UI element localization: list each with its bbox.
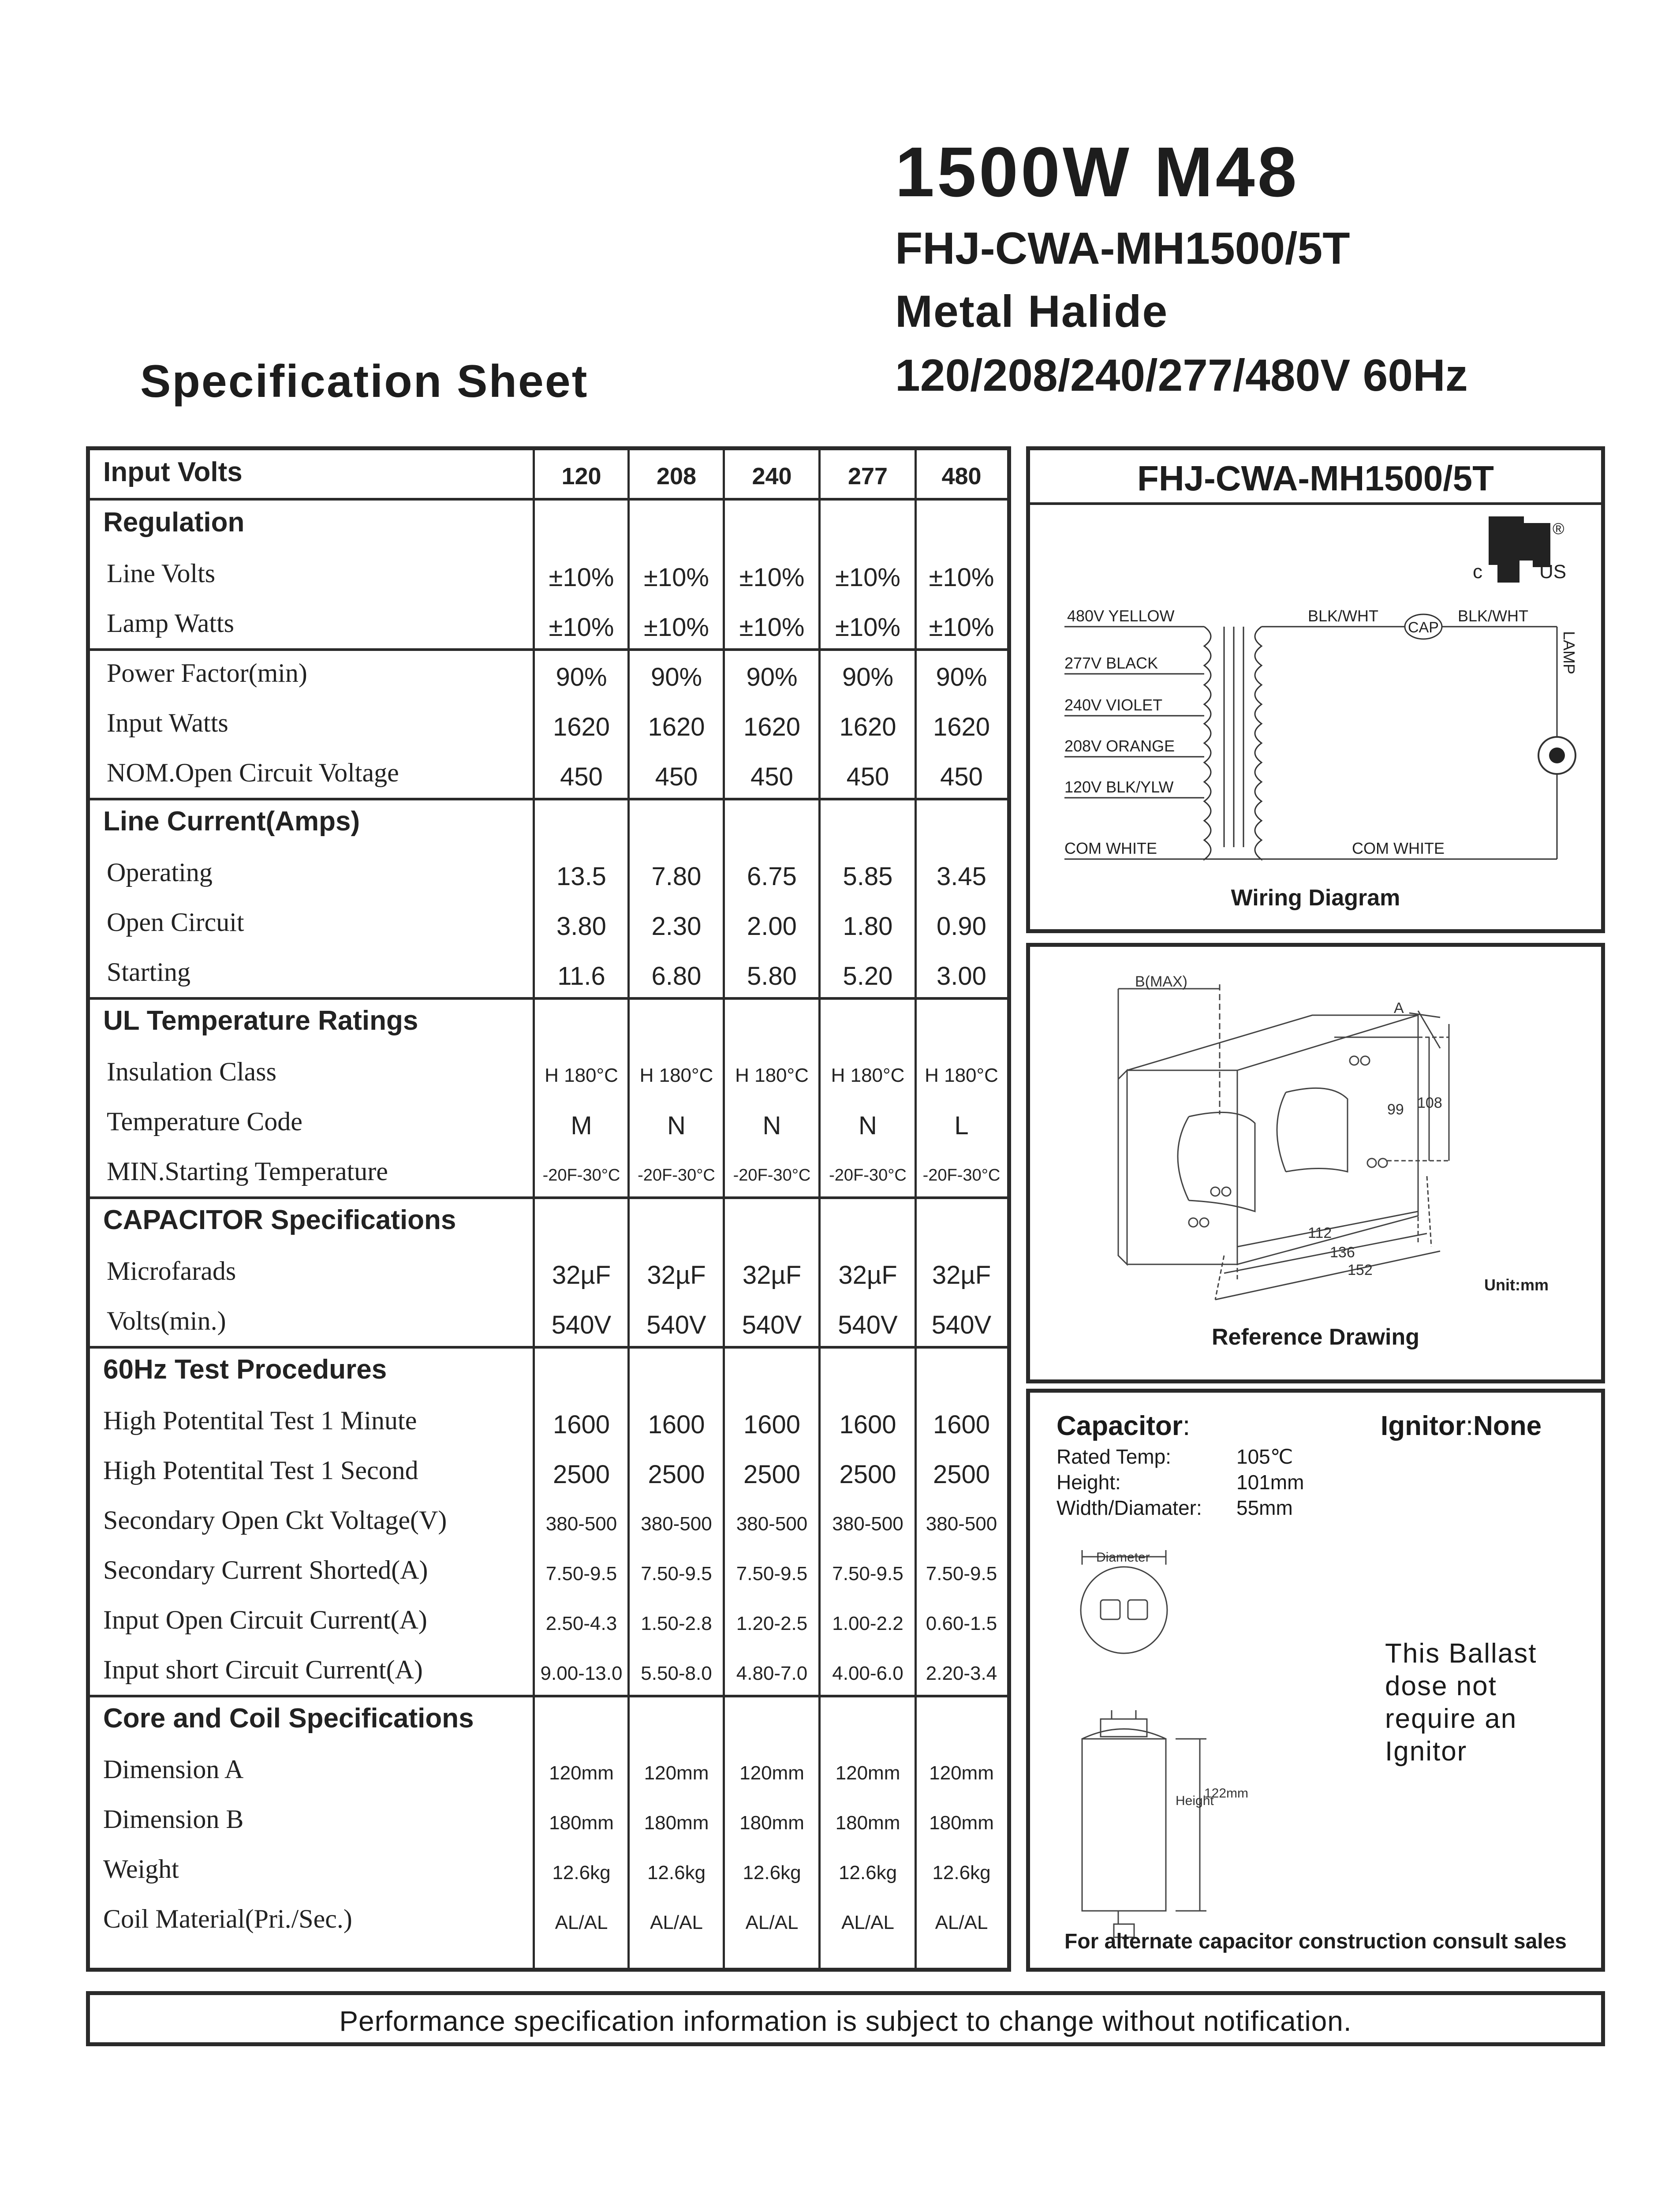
ul-logo — [1473, 516, 1566, 583]
lamp-label: LAMP — [1560, 631, 1578, 675]
section-title: Regulation — [103, 507, 245, 538]
table-cell: 3.80 — [556, 912, 606, 941]
diameter-label: Diameter — [1096, 1550, 1150, 1565]
row-label: Line Volts — [107, 559, 216, 588]
table-cell: ±10% — [549, 613, 614, 642]
table-cell: 13.5 — [556, 862, 606, 891]
row-label: High Potentital Test 1 Minute — [103, 1406, 417, 1435]
lead-label-277: 277V BLACK — [1064, 654, 1158, 672]
table-cell: 1620 — [743, 713, 801, 741]
table-cell: 1600 — [648, 1410, 705, 1439]
row-label: Microfarads — [107, 1256, 236, 1286]
table-cell: 2500 — [648, 1460, 705, 1489]
volt-header-277: 277 — [847, 463, 888, 490]
table-cell: -20F-30°C — [733, 1166, 811, 1185]
table-cell: M — [571, 1111, 592, 1140]
height-dim-label: Height — [1176, 1794, 1214, 1808]
table-cell: 180mm — [739, 1812, 804, 1834]
row-label: Starting — [107, 957, 190, 987]
input-volts-label: Input Volts — [103, 457, 243, 487]
model-title: 1500W M48 — [895, 132, 1299, 211]
table-cell: 540V — [646, 1311, 706, 1339]
table-cell: AL/AL — [841, 1912, 894, 1933]
table-cell: ±10% — [549, 563, 614, 592]
footer-note-box — [86, 1991, 1605, 2046]
table-cell: 380-500 — [832, 1513, 903, 1535]
row-label: Open Circuit — [107, 908, 244, 937]
dim-108-label: 108 — [1417, 1095, 1442, 1111]
table-cell: 1600 — [839, 1410, 896, 1439]
row-label: Lamp Watts — [107, 609, 235, 638]
ul-registered-text: ® — [1553, 519, 1564, 538]
table-cell: 540V — [838, 1311, 898, 1339]
table-cell: N — [859, 1111, 877, 1140]
table-cell: 380-500 — [641, 1513, 712, 1535]
table-cell: ±10% — [835, 613, 900, 642]
table-cell: H 180°C — [639, 1065, 713, 1086]
row-label: Input Watts — [107, 708, 228, 737]
table-cell: H 180°C — [545, 1065, 618, 1086]
table-cell: AL/AL — [650, 1912, 703, 1933]
table-cell: 4.00-6.0 — [832, 1663, 903, 1684]
table-cell: 32µF — [647, 1261, 706, 1289]
table-cell: 9.00-13.0 — [540, 1663, 623, 1684]
sheet-title: Specification Sheet — [140, 356, 589, 407]
dim-136-label: 136 — [1330, 1244, 1355, 1261]
table-cell: 2.20-3.4 — [926, 1663, 997, 1684]
table-cell: 450 — [846, 762, 889, 791]
table-cell: 1.20-2.5 — [736, 1613, 808, 1634]
section-title: UL Temperature Ratings — [103, 1005, 418, 1036]
b-max-label: B(MAX) — [1135, 973, 1187, 990]
width-label: Width/Diamater: — [1057, 1496, 1202, 1519]
table-cell: 540V — [931, 1311, 992, 1339]
spec-table — [86, 446, 1011, 1972]
section-divider — [90, 1196, 1007, 1199]
ignitor-note-line-4: Ignitor — [1385, 1736, 1467, 1767]
table-cell: AL/AL — [935, 1912, 988, 1933]
ignitor-note-line-3: require an — [1385, 1704, 1517, 1734]
table-cell: 32µF — [932, 1261, 991, 1289]
table-cell: 0.90 — [937, 912, 986, 941]
table-cell: 180mm — [549, 1812, 614, 1834]
table-cell: 90% — [556, 663, 607, 691]
table-cell: 2.30 — [651, 912, 702, 941]
table-cell: 7.50-9.5 — [736, 1563, 808, 1585]
part-number: FHJ-CWA-MH1500/5T — [895, 223, 1350, 273]
table-cell: 1.50-2.8 — [641, 1613, 712, 1634]
unit-label: Unit:mm — [1484, 1276, 1549, 1294]
table-cell: N — [762, 1111, 781, 1140]
row-label: Secondary Current Shorted(A) — [103, 1555, 428, 1585]
row-label: Input Open Circuit Current(A) — [103, 1605, 427, 1634]
table-cell: 450 — [940, 762, 983, 791]
table-cell: 32µF — [552, 1261, 611, 1289]
capacitor-panel — [1026, 1389, 1605, 1972]
table-cell: 120mm — [929, 1762, 994, 1784]
row-label: Volts(min.) — [107, 1306, 226, 1335]
table-cell: 120mm — [644, 1762, 709, 1784]
table-cell: 1.80 — [843, 912, 893, 941]
table-cell: 0.60-1.5 — [926, 1613, 997, 1634]
table-cell: AL/AL — [555, 1912, 608, 1933]
table-cell: 2500 — [839, 1460, 896, 1489]
row-label: MIN.Starting Temperature — [107, 1157, 388, 1186]
row-label: Operating — [107, 858, 213, 887]
volt-header-240: 240 — [752, 463, 792, 490]
section-divider — [90, 648, 1007, 651]
table-cell: 11.6 — [557, 962, 605, 990]
table-cell: 90% — [936, 663, 987, 691]
table-cell: H 180°C — [925, 1065, 998, 1086]
row-divider — [90, 498, 1007, 501]
table-cell: 180mm — [929, 1812, 994, 1834]
table-cell: 6.75 — [747, 862, 797, 891]
table-cell: 12.6kg — [838, 1862, 897, 1884]
row-label: Insulation Class — [107, 1057, 276, 1086]
table-cell: ±10% — [835, 563, 900, 592]
table-cell: AL/AL — [745, 1912, 799, 1933]
row-label: NOM.Open Circuit Voltage — [107, 758, 399, 787]
reference-caption: Reference Drawing — [1211, 1324, 1420, 1350]
row-label: Dimension A — [103, 1755, 244, 1784]
table-cell: ±10% — [739, 563, 805, 592]
wiring-title: FHJ-CWA-MH1500/5T — [1137, 459, 1494, 498]
blk-wht-right-label: BLK/WHT — [1458, 607, 1529, 625]
dim-112-label: 112 — [1308, 1225, 1332, 1241]
lamp-type: Metal Halide — [895, 286, 1169, 336]
reference-drawing — [1030, 947, 1601, 1379]
lead-label-com: COM WHITE — [1064, 839, 1157, 857]
ignitor-label: Ignitor:None — [1381, 1411, 1542, 1441]
ul-c-text: c — [1473, 561, 1482, 583]
row-label: High Potentital Test 1 Second — [103, 1456, 418, 1485]
table-cell: 12.6kg — [932, 1862, 991, 1884]
table-cell: 120mm — [549, 1762, 614, 1784]
table-cell: L — [954, 1111, 969, 1140]
table-cell: 2500 — [553, 1460, 610, 1489]
table-cell: 90% — [842, 663, 894, 691]
dim-99-label: 99 — [1387, 1101, 1404, 1118]
capacitor-drawing — [1030, 1393, 1339, 1944]
table-cell: 120mm — [739, 1762, 804, 1784]
ignitor-note-line-2: dose not — [1385, 1671, 1497, 1701]
dim-152-label: 152 — [1348, 1262, 1373, 1278]
table-cell: -20F-30°C — [638, 1166, 715, 1185]
wiring-panel — [1026, 446, 1605, 933]
table-cell: 7.50-9.5 — [641, 1563, 712, 1585]
table-cell: ±10% — [929, 563, 994, 592]
section-title: CAPACITOR Specifications — [103, 1205, 456, 1235]
table-cell: 450 — [750, 762, 793, 791]
lead-label-480: 480V YELLOW — [1067, 607, 1175, 625]
table-cell: 2500 — [743, 1460, 801, 1489]
table-cell: -20F-30°C — [922, 1166, 1001, 1185]
table-cell: 1620 — [839, 713, 896, 741]
rated-temp-label: Rated Temp: — [1057, 1445, 1171, 1468]
height-dim-value: 122mm — [1204, 1786, 1249, 1801]
table-cell: 3.00 — [937, 962, 986, 990]
table-cell: 7.50-9.5 — [926, 1563, 997, 1585]
table-cell: 380-500 — [926, 1513, 997, 1535]
table-cell: 1620 — [933, 713, 990, 741]
table-cell: 450 — [655, 762, 698, 791]
volt-header-480: 480 — [941, 463, 982, 490]
table-cell: 180mm — [835, 1812, 900, 1834]
table-cell: 12.6kg — [743, 1862, 801, 1884]
table-cell: 7.50-9.5 — [832, 1563, 903, 1585]
dim-a-label: A — [1394, 1000, 1404, 1017]
table-cell: ±10% — [644, 563, 709, 592]
table-cell: 1620 — [553, 713, 610, 741]
section-title: Core and Coil Specifications — [103, 1703, 474, 1734]
table-cell: ±10% — [644, 613, 709, 642]
reference-panel — [1026, 943, 1605, 1383]
table-cell: 2500 — [933, 1460, 990, 1489]
lead-label-240: 240V VIOLET — [1064, 696, 1163, 714]
wiring-caption: Wiring Diagram — [1231, 885, 1400, 911]
row-label: Temperature Code — [107, 1107, 302, 1136]
height-value: 101mm — [1236, 1471, 1304, 1494]
ul-us-text: US — [1539, 561, 1567, 583]
table-cell: H 180°C — [831, 1065, 905, 1086]
section-title: 60Hz Test Procedures — [103, 1354, 387, 1385]
table-cell: 3.45 — [937, 862, 986, 891]
row-label: Power Factor(min) — [107, 658, 307, 688]
row-label: Secondary Open Ckt Voltage(V) — [103, 1506, 447, 1535]
ignitor-note-line-1: This Ballast — [1385, 1638, 1537, 1669]
table-cell: 1600 — [553, 1410, 610, 1439]
capacitor-title: Capacitor: — [1057, 1411, 1191, 1441]
table-cell: 6.80 — [651, 962, 702, 990]
width-value: 55mm — [1236, 1496, 1293, 1519]
volt-header-120: 120 — [561, 463, 601, 490]
table-cell: 120mm — [835, 1762, 900, 1784]
cap-label: CAP — [1408, 619, 1439, 636]
table-cell: 5.20 — [843, 962, 893, 990]
table-cell: 90% — [746, 663, 798, 691]
rated-temp-value: 105℃ — [1236, 1445, 1293, 1468]
table-cell: 4.80-7.0 — [736, 1663, 808, 1684]
table-cell: -20F-30°C — [829, 1166, 907, 1185]
table-cell: 1600 — [933, 1410, 990, 1439]
table-cell: 5.50-8.0 — [641, 1663, 712, 1684]
table-cell: 90% — [650, 663, 702, 691]
table-cell: 380-500 — [545, 1513, 617, 1535]
table-cell: 5.85 — [843, 862, 893, 891]
table-cell: 1.00-2.2 — [832, 1613, 903, 1634]
table-cell: 2.00 — [747, 912, 797, 941]
table-cell: H 180°C — [735, 1065, 809, 1086]
footer-note: Performance specification information is subject to change without notification. — [339, 2005, 1352, 2037]
table-cell: 5.80 — [747, 962, 797, 990]
height-label: Height: — [1057, 1471, 1121, 1494]
section-divider — [90, 1346, 1007, 1349]
capacitor-footer: For alternate capacitor construction consult sales — [1064, 1930, 1567, 1953]
com-white-right-label: COM WHITE — [1352, 839, 1445, 857]
voltage-rating: 120/208/240/277/480V 60Hz — [895, 350, 1468, 400]
table-cell: ±10% — [739, 613, 805, 642]
table-cell: 7.50-9.5 — [545, 1563, 617, 1585]
table-cell: 540V — [742, 1311, 802, 1339]
lead-label-208: 208V ORANGE — [1064, 737, 1175, 755]
table-cell: 180mm — [644, 1812, 709, 1834]
volt-header-208: 208 — [656, 463, 697, 490]
row-label: Weight — [103, 1854, 179, 1884]
table-cell: 1620 — [648, 713, 705, 741]
table-cell: 12.6kg — [552, 1862, 611, 1884]
table-cell: 32µF — [838, 1261, 897, 1289]
wiring-diagram — [1030, 450, 1601, 929]
ignitor-note — [1385, 1637, 1537, 1768]
table-cell: 450 — [560, 762, 603, 791]
table-cell: 1600 — [743, 1410, 801, 1439]
row-label: Coil Material(Pri./Sec.) — [103, 1904, 352, 1933]
table-cell: 32µF — [742, 1261, 802, 1289]
table-cell: -20F-30°C — [542, 1166, 620, 1185]
section-divider — [90, 1695, 1007, 1697]
section-divider — [90, 798, 1007, 800]
table-cell: 2.50-4.3 — [545, 1613, 617, 1634]
table-cell: 380-500 — [736, 1513, 808, 1535]
table-cell: 7.80 — [651, 862, 702, 891]
row-label: Dimension B — [103, 1805, 244, 1834]
lead-label-120: 120V BLK/YLW — [1064, 778, 1174, 796]
table-cell: N — [667, 1111, 686, 1140]
row-label: Input short Circuit Current(A) — [103, 1655, 423, 1684]
section-title: Line Current(Amps) — [103, 806, 360, 837]
section-divider — [90, 997, 1007, 1000]
table-cell: 12.6kg — [647, 1862, 706, 1884]
blk-wht-left-label: BLK/WHT — [1308, 607, 1379, 625]
table-cell: 540V — [551, 1311, 612, 1339]
table-cell: ±10% — [929, 613, 994, 642]
